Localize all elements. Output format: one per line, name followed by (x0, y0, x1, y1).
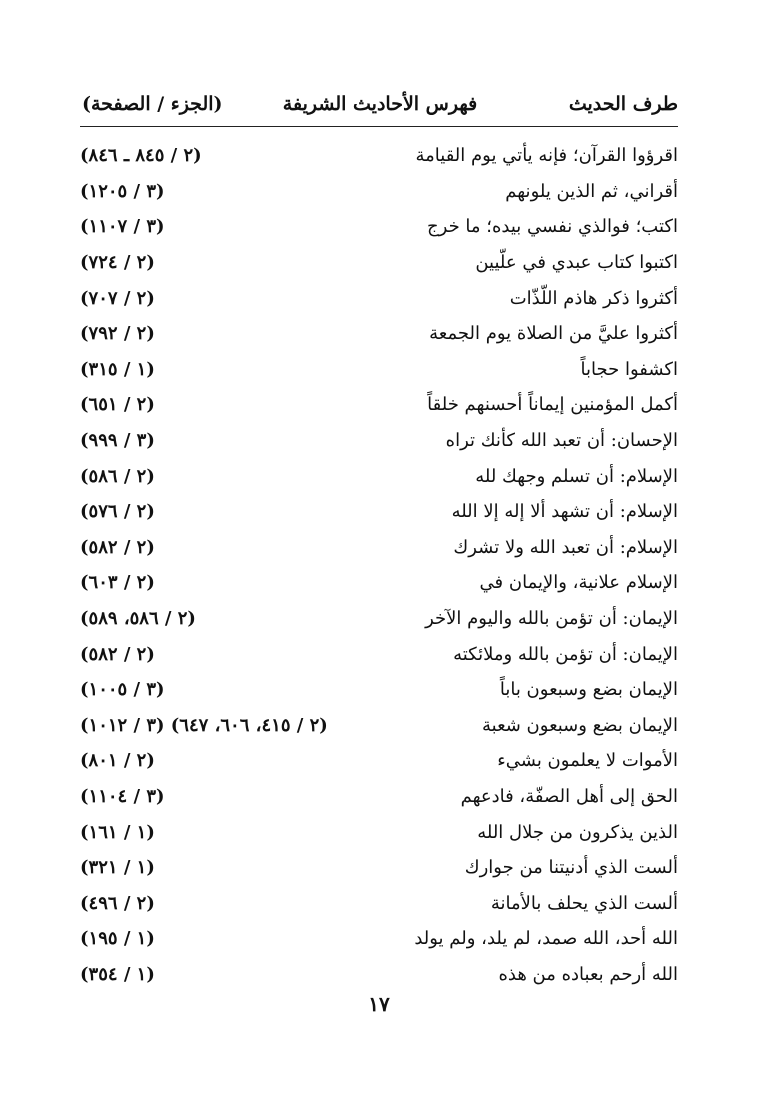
list-item (80, 316, 678, 352)
hadith-text: الذين يذكرون من جلال الله (477, 821, 678, 843)
list-item (80, 209, 678, 245)
hadith-text: أكمل المؤمنين إيماناً أحسنهم خلقاً (427, 394, 678, 416)
list-item (80, 280, 678, 316)
hadith-text: ألست الذي يحلف بالأمانة (490, 892, 678, 914)
hadith-reference: (٣ / ٩٩٩) (80, 430, 155, 452)
hadith-text: اكتبوا كتاب عبدي في علّيين (475, 252, 678, 274)
hadith-text: الإسلام: أن تشهد ألا إله إلا الله (451, 501, 678, 523)
hadith-reference: (٣ / ١٢٠٥) (80, 180, 165, 202)
list-item (80, 423, 678, 459)
list-item (80, 921, 678, 957)
list-item (80, 245, 678, 281)
list-item (80, 779, 678, 815)
hadith-reference: (٢ / ٤٩٦) (80, 892, 155, 914)
hadith-text: اكتب؛ فوالذي نفسي بيده؛ ما خرج (427, 216, 678, 238)
hadith-reference: (١ / ١٩٥) (80, 928, 155, 950)
list-item (80, 601, 678, 637)
hadith-text: الأموات لا يعلمون بشيء (497, 750, 678, 772)
list-item (80, 352, 678, 388)
hadith-text: الإسلام علانية، والإيمان في (479, 572, 678, 594)
hadith-text: ألست الذي أدنيتنا من جوارك (464, 857, 678, 879)
header-reference-column: (الجزء / الصفحة) (82, 93, 223, 115)
hadith-reference: (٢ / ٥٨٦) (80, 465, 155, 487)
hadith-text: الإحسان: أن تعبد الله كأنك تراه (445, 430, 678, 452)
list-item (80, 494, 678, 530)
hadith-reference: (١ / ٣٢١) (80, 857, 155, 879)
list-item (80, 458, 678, 494)
hadith-text: أقراني، ثم الذين يلونهم (505, 180, 678, 202)
hadith-text: الله أرحم بعباده من هذه (498, 963, 678, 985)
hadith-text: الإيمان بضع وسبعون باباً (499, 679, 678, 701)
list-item (80, 814, 678, 850)
list-item (80, 636, 678, 672)
list-item (80, 957, 678, 993)
hadith-reference: (٣ / ١١٠٤) (80, 785, 165, 807)
page-number: ١٧ (368, 992, 390, 1016)
list-item (80, 885, 678, 921)
hadith-reference: (٢ / ٥٨٢) (80, 643, 155, 665)
hadith-text: أكثروا ذكر هاذم اللّذّات (509, 287, 678, 309)
hadith-reference: (٢ / ٨٠١) (80, 750, 155, 772)
hadith-reference: (٣ / ١١٠٧) (80, 216, 165, 238)
list-item (80, 565, 678, 601)
header-title: فهرس الأحاديث الشريفة (282, 93, 478, 115)
hadith-reference: (٢ / ٧٢٤) (80, 252, 155, 274)
hadith-text: الإيمان بضع وسبعون شعبة (481, 714, 678, 736)
hadith-text: الإيمان: أن تؤمن بالله واليوم الآخر (425, 608, 678, 630)
hadith-reference: (٢ / ٧٩٢) (80, 323, 155, 345)
hadith-reference: (٢ / ٨٤٥ ـ ٨٤٦) (80, 145, 202, 167)
list-item (80, 708, 678, 744)
list-item (80, 138, 678, 174)
header-hadith-column: طرف الحديث (568, 93, 678, 115)
hadith-reference: (٢ / ٦٠٣) (80, 572, 155, 594)
hadith-text: اقرؤوا القرآن؛ فإنه يأتي يوم القيامة (415, 145, 678, 167)
list-item (80, 174, 678, 210)
list-item (80, 672, 678, 708)
header-rule (80, 126, 678, 127)
list-item (80, 850, 678, 886)
list-item (80, 530, 678, 566)
list-item (80, 743, 678, 779)
hadith-reference: (٢ / ٥٨٢) (80, 536, 155, 558)
hadith-text: الإسلام: أن تعبد الله ولا تشرك (453, 536, 678, 558)
hadith-reference: (١ / ٣٥٤) (80, 963, 155, 985)
hadith-index-list (80, 138, 678, 992)
hadith-reference: (٣ / ١٠٠٥) (80, 679, 165, 701)
hadith-text: الإيمان: أن تؤمن بالله وملائكته (453, 643, 678, 665)
hadith-reference: (٢ / ٤١٥، ٦٠٦، ٦٤٧) (٣ / ١٠١٢) (80, 714, 328, 736)
hadith-text: الحق إلى أهل الصفّة، فادعهم (460, 785, 678, 807)
hadith-reference: (٢ / ٥٧٦) (80, 501, 155, 523)
hadith-text: الإسلام: أن تسلم وجهك لله (475, 465, 678, 487)
hadith-reference: (٢ / ٧٠٧) (80, 287, 155, 309)
hadith-text: الله أحد، الله صمد، لم يلد، ولم يولد (414, 928, 678, 950)
hadith-reference: (٢ / ٦٥١) (80, 394, 155, 416)
hadith-reference: (١ / ٣١٥) (80, 358, 155, 380)
list-item (80, 387, 678, 423)
hadith-text: أكثروا عليَّ من الصلاة يوم الجمعة (429, 323, 678, 345)
hadith-reference: (١ / ١٦١) (80, 821, 155, 843)
hadith-text: اكشفوا حجاباً (580, 358, 678, 380)
hadith-reference: (٢ / ٥٨٦، ٥٨٩) (80, 608, 196, 630)
page-header (82, 86, 678, 122)
